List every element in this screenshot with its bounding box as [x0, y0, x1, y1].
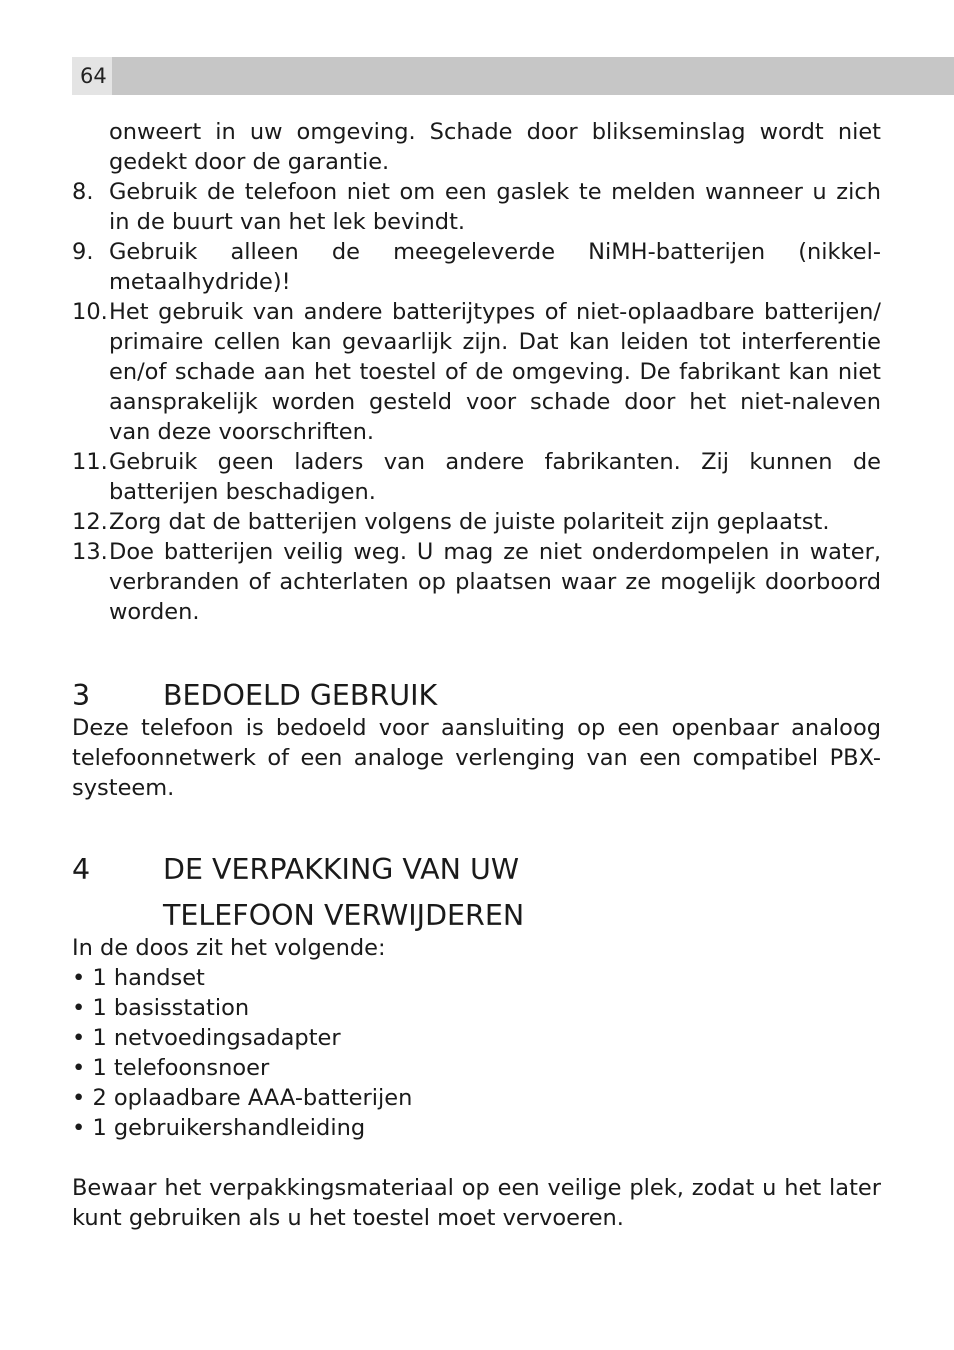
section-4-title-line-2: TELEFOON VERWIJDEREN: [163, 899, 525, 932]
list-item-number: 8.: [72, 179, 94, 205]
list-item-text: Doe batterijen veilig weg. U mag ze niet onderdompelen in water, verbranden of achterlaten op plaatsen waar ze mogelijk doorboord worden.: [109, 539, 881, 625]
list-item: • 1 handset: [72, 963, 881, 993]
section-4-number: 4: [72, 853, 91, 886]
header-bar: [72, 57, 954, 95]
list-item-text: Gebruik de telefoon niet om een gaslek te melden wanneer u zich in de buurt van het lek bevindt.: [109, 179, 881, 235]
list-item-text: Gebruik alleen de meegeleverde NiMH-batterijen (nikkel-metaalhydride)!: [109, 239, 881, 295]
list-item: • 1 netvoedingsadapter: [72, 1023, 881, 1053]
page-content: [72, 117, 881, 1233]
page-number: 64: [72, 57, 112, 95]
contents-list: [72, 963, 881, 1143]
list-item: [72, 537, 881, 627]
section-3-body: Deze telefoon is bedoeld voor aansluiting op een openbaar analoog telefoonnetwerk of een analoge verlenging van een compatibel PBX-systeem.: [72, 715, 881, 801]
list-continuation: onweert in uw omgeving. Schade door blikseminslag wordt niet gedekt door de garantie.: [109, 119, 881, 175]
list-item: • 1 gebruikershandleiding: [72, 1113, 881, 1143]
list-item-text: Gebruik geen laders van andere fabrikanten. Zij kunnen de batterijen beschadigen.: [109, 449, 881, 505]
list-item: • 1 telefoonsnoer: [72, 1053, 881, 1083]
list-item-text: Zorg dat de batterijen volgens de juiste polariteit zijn geplaatst.: [109, 509, 830, 535]
list-item-number: 13.: [72, 539, 108, 565]
list-item-text: Het gebruik van andere batterijtypes of niet-oplaadbare batterijen/ primaire cellen kan gevaarlijk zijn. Dat kan leiden tot interferentie en/of schade aan het toestel of de omgeving. De fabrikant kan niet aansprakelijk worden gesteld voor schade door het niet-naleven van deze voorschriften.: [109, 299, 881, 445]
list-item: • 2 oplaadbare AAA-batterijen: [72, 1083, 881, 1113]
list-item-number: 12.: [72, 509, 108, 535]
section-4-closing: Bewaar het verpakkingsmateriaal op een veilige plek, zodat u het later kunt gebruiken als u het toestel moet vervoeren.: [72, 1175, 881, 1231]
list-item: • 1 basisstation: [72, 993, 881, 1023]
list-item: [72, 507, 881, 537]
section-4-title-line-1: DE VERPAKKING VAN UW: [163, 853, 520, 886]
section-3-number: 3: [72, 679, 91, 712]
list-item: [72, 297, 881, 447]
list-item: [72, 237, 881, 297]
list-item-number: 10.: [72, 299, 108, 325]
list-item: [72, 177, 881, 237]
section-4-intro: In de doos zit het volgende:: [72, 935, 386, 961]
list-item-number: 11.: [72, 449, 108, 475]
section-4-heading: [72, 847, 881, 939]
list-item-number: 9.: [72, 239, 94, 265]
section-3-title: BEDOELD GEBRUIK: [163, 679, 438, 712]
list-item: [72, 447, 881, 507]
section-3-heading: [72, 673, 881, 719]
